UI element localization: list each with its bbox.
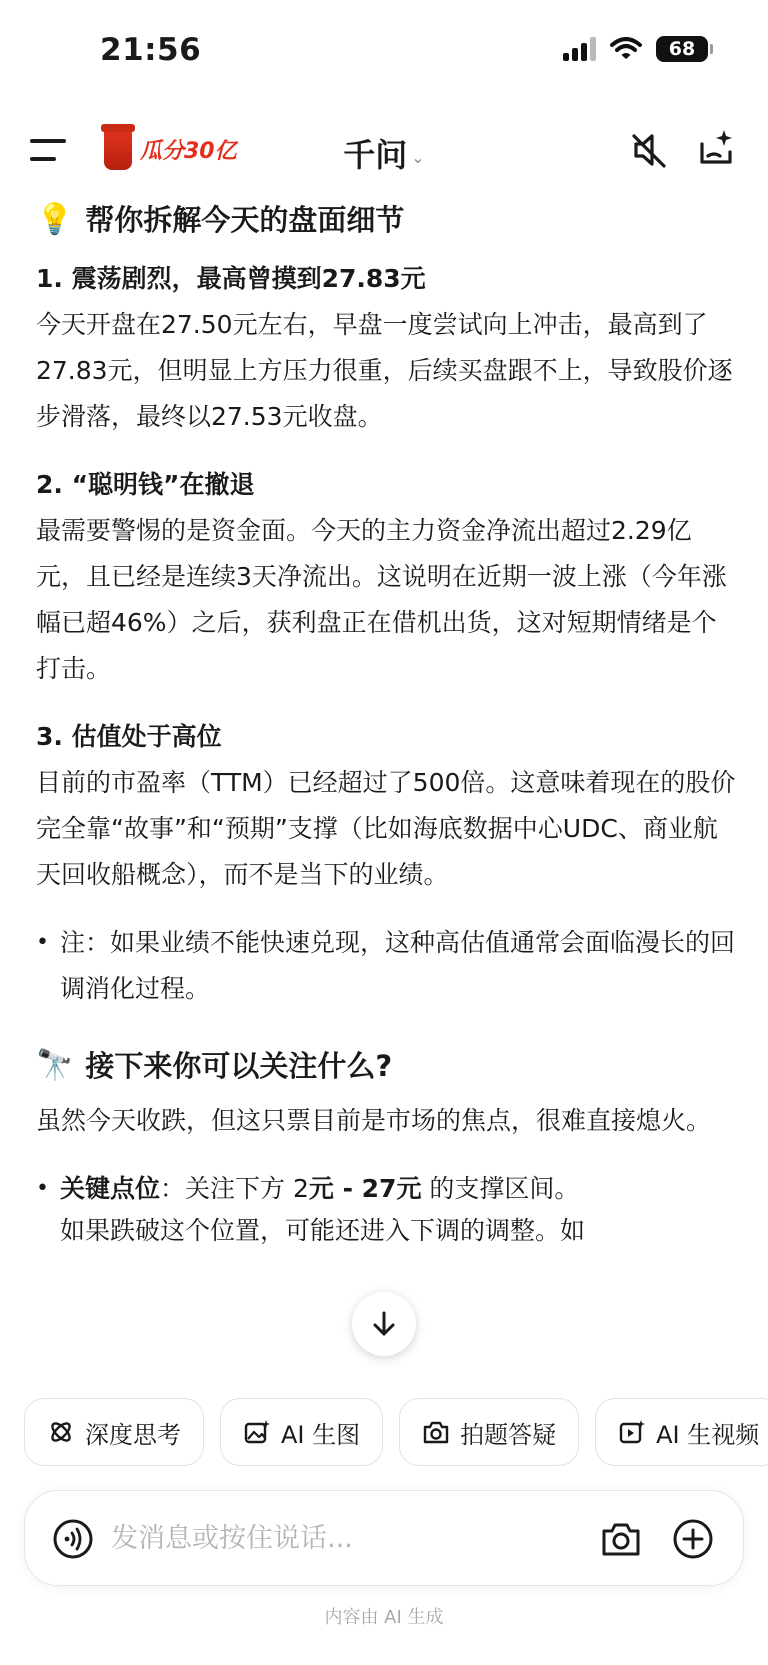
ai-disclaimer: 内容由 AI 生成 — [324, 1607, 444, 1628]
page-title: 千问 — [343, 136, 408, 174]
image-gen-icon — [243, 1418, 271, 1446]
list-item-key-point — [36, 1166, 736, 1212]
camera-icon[interactable] — [599, 1517, 643, 1561]
chip-label: 深度思考 — [85, 1420, 181, 1449]
lightbulb-icon: 💡 — [36, 202, 74, 237]
chat-response — [36, 188, 736, 1378]
chip-photo-question[interactable] — [399, 1398, 579, 1466]
chip-label: AI 生视频 — [656, 1420, 760, 1449]
key-point-label: 关键点位 — [60, 1174, 161, 1203]
status-icons — [563, 36, 708, 62]
voice-input-icon[interactable] — [51, 1517, 95, 1561]
chip-ai-video[interactable] — [595, 1398, 768, 1466]
chip-deep-think[interactable] — [24, 1398, 204, 1466]
section-body-3: 目前的市盈率（TTM）已经超过了500倍。这意味着现在的股价完全靠“故事”和“预期”支撑（比如海底数据中心UDC、商业航天回收船概念），而不是当下的业绩。 — [36, 768, 736, 889]
list-item-note — [36, 920, 736, 1012]
paragraph-focus: 虽然今天收跌，但这只票目前是市场的焦点，很难直接熄火。 — [36, 1106, 712, 1135]
section-heading-breakdown — [36, 188, 736, 252]
key-point-post: 的支撑区间。 — [421, 1174, 580, 1203]
camera-question-icon — [422, 1418, 450, 1446]
promo-text: 瓜分30亿 — [140, 138, 237, 164]
chip-ai-image[interactable] — [220, 1398, 383, 1466]
message-input[interactable] — [111, 1513, 581, 1563]
chevron-down-icon: ⌄ — [411, 147, 425, 167]
heading-text: 接下来你可以关注什么? — [85, 1049, 393, 1083]
top-nav — [0, 118, 768, 188]
new-chat-sparkle-icon[interactable] — [694, 126, 738, 170]
quick-actions — [24, 1398, 768, 1466]
arrow-down-icon — [369, 1309, 399, 1339]
status-time: 21:56 — [100, 32, 202, 68]
chip-label: 拍题答疑 — [460, 1420, 557, 1449]
section-title-1: 1. 震荡剧烈，最高曾摸到27.83元 — [36, 264, 426, 293]
section-heading-watch — [36, 1034, 736, 1098]
bullet-spacer — [36, 1208, 60, 1254]
cut-line-text: 如果跌破这个位置，可能还进入下调的调整。如 — [60, 1216, 586, 1245]
bullet-dot: • — [36, 1176, 49, 1201]
section-body-1: 今天开盘在27.50元左右，早盘一度尝试向上冲击，最高到了27.83元，但明显上方压力很重，后续买盘跟不上，导致股价逐步滑落，最终以27.53元收盘。 — [36, 310, 733, 431]
message-composer — [24, 1490, 744, 1586]
deep-think-icon — [47, 1418, 75, 1446]
cellular-signal-icon — [563, 37, 596, 61]
status-bar — [0, 0, 768, 100]
key-point-pre: ：关注下方 2 — [160, 1174, 309, 1203]
telescope-icon: 🔭 — [36, 1048, 74, 1083]
note-text: 注：如果业绩不能快速兑现，这种高估值通常会面临漫长的回调消化过程。 — [60, 928, 736, 1003]
scroll-to-bottom-button[interactable] — [352, 1292, 416, 1356]
list-item-cut — [36, 1208, 736, 1254]
section-body-2: 最需要警惕的是资金面。今天的主力资金净流出超过2.29亿元，且已经是连续3天净流出。这说明在近期一波上涨（今年涨幅已超46%）之后，获利盘正在借机出货，这对短期情绪是个打击。 — [36, 516, 727, 683]
battery-indicator: 68 — [656, 36, 708, 62]
wifi-icon — [610, 37, 642, 61]
key-point-text — [60, 1166, 736, 1212]
video-gen-icon — [618, 1418, 646, 1446]
mute-speaker-icon[interactable] — [626, 128, 670, 172]
key-point-range: 元 - 27元 — [308, 1174, 422, 1203]
chip-label: AI 生图 — [281, 1420, 361, 1449]
heading-text: 帮你拆解今天的盘面细节 — [85, 203, 405, 237]
section-title-2: 2. “聪明钱”在撤退 — [36, 470, 255, 499]
section-title-3: 3. 估值处于高位 — [36, 722, 222, 751]
bullet-dot: • — [36, 930, 49, 955]
plus-icon[interactable] — [671, 1517, 715, 1561]
